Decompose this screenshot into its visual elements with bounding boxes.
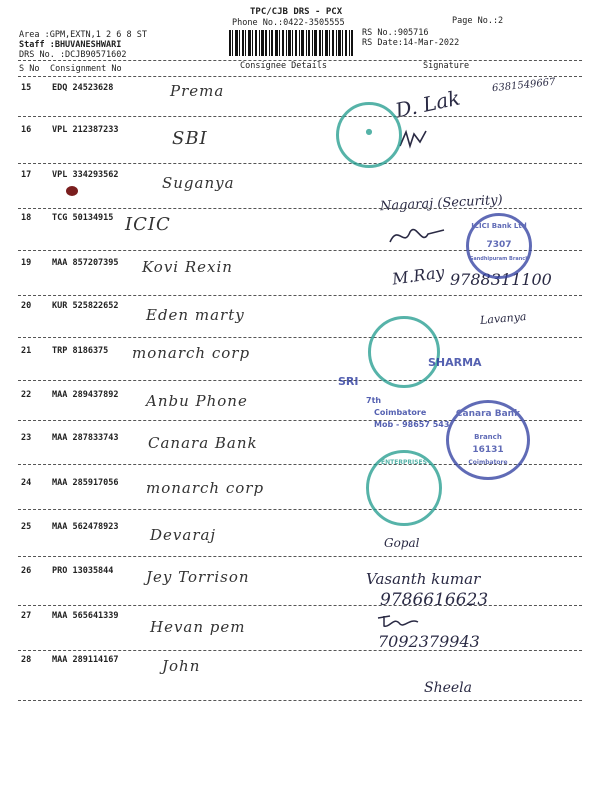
- row-sno: 21: [21, 346, 32, 356]
- row-sno: 23: [21, 433, 32, 443]
- row-sno: 20: [21, 301, 32, 311]
- signature-scribble: [398, 128, 428, 150]
- divider: [18, 116, 582, 117]
- canara-code: 16131: [472, 445, 504, 455]
- row-consignment: MAA 285917056: [52, 478, 119, 488]
- row-consignment: MAA 857207395: [52, 258, 119, 268]
- divider: [18, 337, 582, 338]
- barcode-graphic: [229, 30, 353, 56]
- row-consignee: Canara Bank: [148, 434, 258, 452]
- drs-number: DRS No. :DCJB90571602: [19, 50, 127, 60]
- sri-line1: SRI: [338, 375, 359, 388]
- col-consignee: Consignee Details: [240, 61, 327, 71]
- row-consignee: Devaraj: [150, 526, 217, 544]
- row-signature: Lavanya: [479, 309, 527, 328]
- row-consignee: Suganya: [162, 174, 235, 192]
- row-sno: 15: [21, 83, 32, 93]
- row-sno: 27: [21, 611, 32, 621]
- rs-date: RS Date:14-Mar-2022: [362, 38, 460, 48]
- sri-city: Coimbatore: [374, 408, 427, 417]
- row-consignment: MAA 565641339: [52, 611, 119, 621]
- divider: [18, 509, 582, 510]
- col-consignment: Consignment No: [50, 64, 122, 74]
- ink-blot: [66, 186, 78, 196]
- row-signature: Nagaraj (Security): [379, 192, 503, 215]
- row-consignment: TRP 8186375: [52, 346, 109, 356]
- sri-line2: SHARMA: [428, 356, 482, 369]
- rs-number: RS No.:905716: [362, 28, 429, 38]
- icici-code: 7307: [486, 240, 512, 250]
- page-number: Page No.:2: [452, 16, 504, 26]
- row-sno: 28: [21, 655, 32, 665]
- divider: [18, 700, 582, 701]
- sri-mob: Mob - 98657 543: [374, 420, 450, 429]
- company-stamp: ●: [336, 102, 402, 168]
- signature-scribble: [388, 222, 448, 250]
- sri-sharma-stamp: [338, 356, 482, 429]
- col-signature: Signature: [423, 61, 470, 71]
- row-consignment: MAA 287833743: [52, 433, 119, 443]
- enterprises-stamp-upper: [368, 316, 440, 388]
- row-signature: Sheela: [424, 680, 473, 696]
- row-consignment: VPL 334293562: [52, 170, 119, 180]
- row-sno: 22: [21, 390, 32, 400]
- row-consignee: SBI: [172, 128, 208, 149]
- row-sno: 17: [21, 170, 32, 180]
- doc-title: TPC/CJB DRS - PCX: [250, 7, 343, 17]
- row-sno: 24: [21, 478, 32, 488]
- sri-addr: 7th: [366, 396, 382, 405]
- row-consignee: Jey Torrison: [146, 568, 250, 586]
- row-sno: 25: [21, 522, 32, 532]
- row-phone-note: 7092379943: [378, 632, 480, 651]
- area-label: Area :GPM,EXTN,1 2 6 8 ST: [19, 30, 147, 40]
- row-consignee: monarch corp: [132, 344, 251, 362]
- row-consignment: PRO 13035844: [52, 566, 114, 576]
- row-consignment: TCG 50134915: [52, 213, 114, 223]
- divider: [18, 76, 582, 77]
- canara-name: Canara Bank: [455, 409, 521, 419]
- icici-bank-stamp: [466, 213, 532, 279]
- row-sno: 18: [21, 213, 32, 223]
- row-phone-note: 9786616623: [380, 590, 489, 610]
- row-consignee: Hevan pem: [150, 618, 246, 636]
- row-consignment: VPL 212387233: [52, 125, 119, 135]
- row-phone-note: 9788311100: [450, 270, 552, 289]
- row-signature: D. Lak: [393, 85, 463, 123]
- row-consignee: John: [162, 657, 201, 675]
- divider: [18, 556, 582, 557]
- row-consignee: Anbu Phone: [146, 392, 248, 410]
- staff-label: Staff :BHUVANESHWARI: [19, 40, 122, 50]
- divider: [18, 208, 582, 209]
- row-consignee: Eden marty: [146, 306, 245, 324]
- phone-number: Phone No.:0422-3505555: [232, 18, 345, 28]
- enterprises-stamp-lower: [366, 450, 442, 526]
- divider: [18, 163, 582, 164]
- divider: [18, 650, 582, 651]
- row-sno: 19: [21, 258, 32, 268]
- row-consignment: EDQ 24523628: [52, 83, 114, 93]
- row-consignment: MAA 562478923: [52, 522, 119, 532]
- row-sno: 26: [21, 566, 32, 576]
- row-consignment: KUR 525822652: [52, 301, 119, 311]
- row-consignee: Prema: [170, 82, 225, 100]
- divider: [18, 295, 582, 296]
- icici-name: ICICI Bank Ltd: [471, 222, 527, 230]
- row-consignment: MAA 289437892: [52, 390, 119, 400]
- row-consignment: MAA 289114167: [52, 655, 119, 665]
- row-consignee: Kovi Rexin: [142, 258, 233, 276]
- signature-scribble: [376, 612, 420, 630]
- canara-bank-stamp: [446, 400, 530, 480]
- row-signature: Gopal: [384, 536, 420, 550]
- canara-city: Coimbatore: [468, 459, 508, 466]
- divider: [18, 605, 582, 606]
- barcode: [229, 30, 353, 56]
- row-signature: Vasanth kumar: [366, 570, 481, 588]
- col-sno: S No: [19, 64, 40, 74]
- row-phone-note: 6381549667: [491, 76, 557, 95]
- row-consignee: monarch corp: [146, 479, 265, 497]
- icici-branch: Gandhipuram Branch: [469, 256, 529, 262]
- row-consignee: ICIC: [125, 214, 171, 235]
- row-sno: 16: [21, 125, 32, 135]
- row-signature: M.Ray: [390, 262, 446, 289]
- canara-branch: Branch: [474, 433, 502, 441]
- divider: [18, 380, 582, 381]
- enterprises-text: ENTERPRISES: [381, 459, 427, 466]
